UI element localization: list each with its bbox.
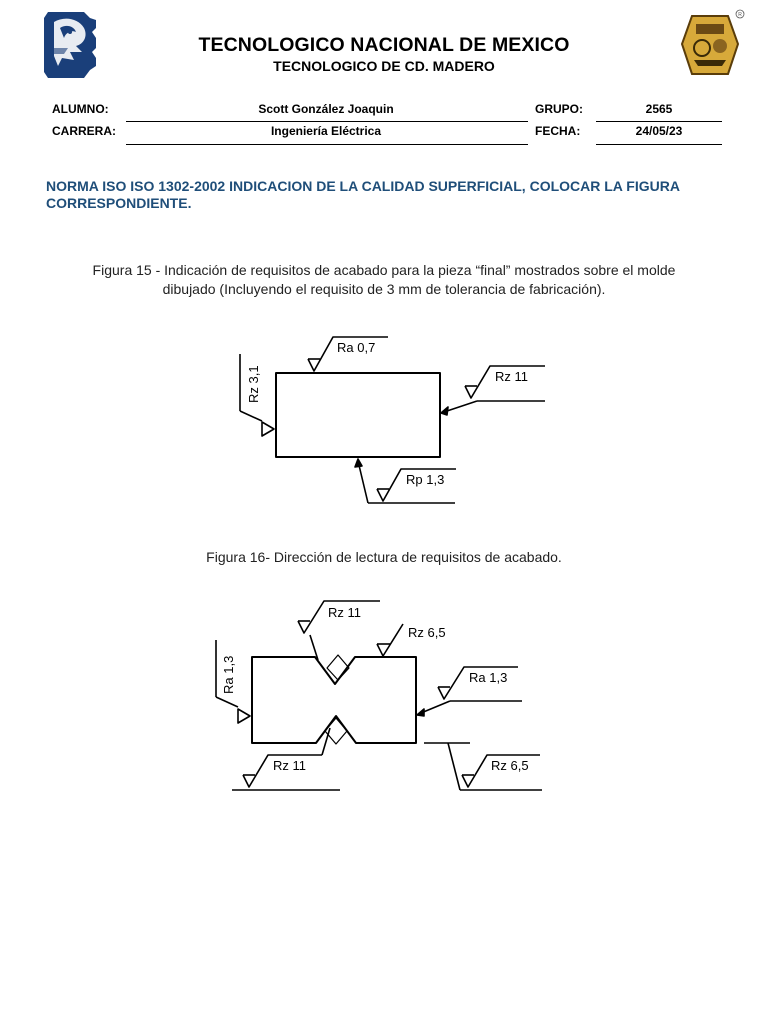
figure15-caption-line2: dibujado (Incluyendo el requisito de 3 mm de tolerancia de fabricación). bbox=[162, 281, 606, 297]
figure16-bottom-left-label: Rz 11 bbox=[273, 758, 306, 773]
grupo-value: 2565 bbox=[645, 102, 673, 116]
figure15-top-label: Ra 0,7 bbox=[337, 340, 376, 355]
grupo-label: GRUPO: bbox=[535, 102, 583, 116]
fecha-label: FECHA: bbox=[535, 124, 581, 138]
fecha-value: 24/05/23 bbox=[635, 124, 683, 138]
carrera-value: Ingeniería Eléctrica bbox=[270, 124, 382, 138]
figure16-bottom-right-label: Rz 6,5 bbox=[491, 758, 529, 773]
figure16-top-right-symbol bbox=[377, 624, 403, 656]
figure16-left-symbol bbox=[238, 709, 250, 723]
campus-subtitle: TECNOLOGICO DE CD. MADERO bbox=[273, 58, 495, 74]
figure16-left-label: Ra 1,3 bbox=[221, 655, 236, 694]
carrera-label: CARRERA: bbox=[52, 124, 116, 138]
section-heading: NORMA ISO ISO 1302-2002 INDICACION DE LA CALIDAD SUPERFICIAL, COLOCAR LA FIGURA CORRESPONDIENTE. bbox=[46, 178, 680, 211]
figure16-right-label: Ra 1,3 bbox=[469, 670, 508, 685]
figure15-right-label: Rz 11 bbox=[495, 369, 528, 384]
figure16-part-outline bbox=[252, 657, 416, 743]
institution-title: TECNOLOGICO NACIONAL DE MEXICO bbox=[198, 34, 570, 56]
figure16-caption: Figura 16- Dirección de lectura de requisitos de acabado. bbox=[206, 549, 562, 565]
figure15-bottom-label: Rp 1,3 bbox=[406, 472, 445, 487]
alumno-label: ALUMNO: bbox=[52, 102, 109, 116]
figure15-left-label: Rz 3,1 bbox=[246, 365, 261, 403]
alumno-value: Scott González Joaquin bbox=[258, 102, 394, 116]
figure16-top-label: Rz 11 bbox=[328, 605, 361, 620]
svg-text:R: R bbox=[738, 12, 742, 18]
figure15-caption-line1: Figura 15 - Indicación de requisitos de acabado para la pieza “final” mostrados sobre el molde bbox=[92, 262, 676, 278]
figure16-top-right-label: Rz 6,5 bbox=[408, 625, 446, 640]
